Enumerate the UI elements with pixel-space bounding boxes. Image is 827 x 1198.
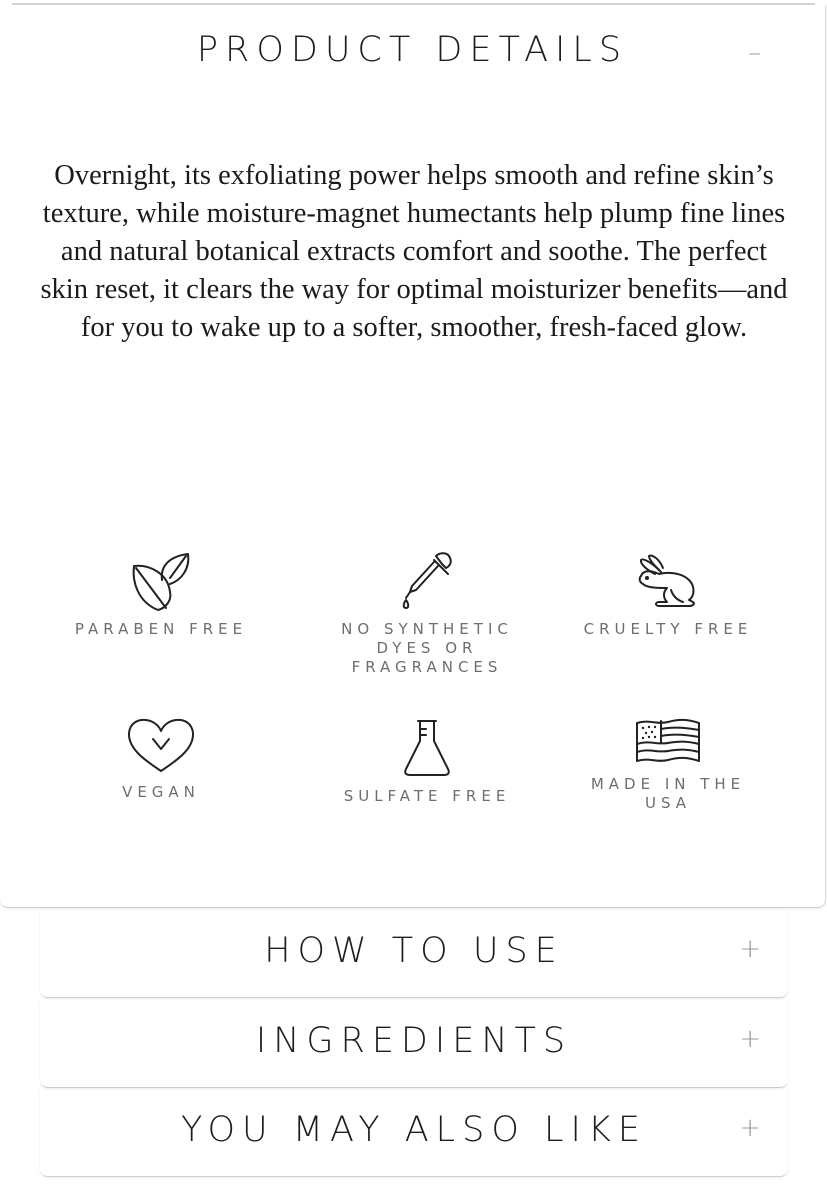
collapse-toggle[interactable]: –	[748, 38, 761, 68]
dropper-icon	[396, 550, 458, 612]
badge-label: SULFATE FREE	[343, 787, 511, 805]
accordion-ingredients[interactable]	[40, 999, 788, 1088]
accordion-title[interactable]: INGREDIENTS	[255, 1021, 573, 1061]
rabbit-icon	[637, 550, 699, 612]
product-details-title[interactable]: PRODUCT DETAILS	[196, 30, 629, 70]
flask-icon	[402, 717, 452, 779]
accordion-title[interactable]: YOU MAY ALSO LIKE	[181, 1110, 647, 1150]
expand-toggle[interactable]: +	[739, 1113, 761, 1143]
heart-icon	[126, 717, 196, 775]
badge-made-in-usa	[548, 717, 788, 813]
badge-no-synthetic	[307, 550, 547, 677]
badge-label: MADE IN THE USA	[590, 775, 746, 812]
flag-icon	[635, 717, 701, 767]
badge-label: VEGAN	[122, 783, 200, 801]
accordion-you-may-also-like[interactable]	[40, 1088, 788, 1177]
expand-toggle[interactable]: +	[739, 1024, 761, 1054]
badge-label: CRUELTY FREE	[583, 620, 753, 638]
badge-paraben-free	[41, 550, 281, 639]
badge-cruelty-free	[548, 550, 788, 639]
product-details-section	[0, 5, 826, 908]
product-description: Overnight, its exfoliating power helps smooth and refine skin’s texture, while moisture-magnet humectants help plump fine lines and natural botanical extracts comfort and soothe. The perfect skin reset, it clears the way for optimal moisturizer benefits—and for you to wake up to a softer, smoother, fresh-faced glow.	[40, 160, 788, 343]
badge-label: NO SYNTHETIC DYES OR FRAGRANCES	[341, 620, 513, 676]
badge-sulfate-free	[307, 717, 547, 806]
accordion-how-to-use[interactable]	[40, 909, 788, 998]
badge-label: PARABEN FREE	[74, 620, 248, 638]
leaf-icon	[130, 550, 192, 612]
badge-vegan	[41, 717, 281, 802]
expand-toggle[interactable]: +	[739, 934, 761, 964]
accordion-title[interactable]: HOW TO USE	[264, 931, 564, 971]
